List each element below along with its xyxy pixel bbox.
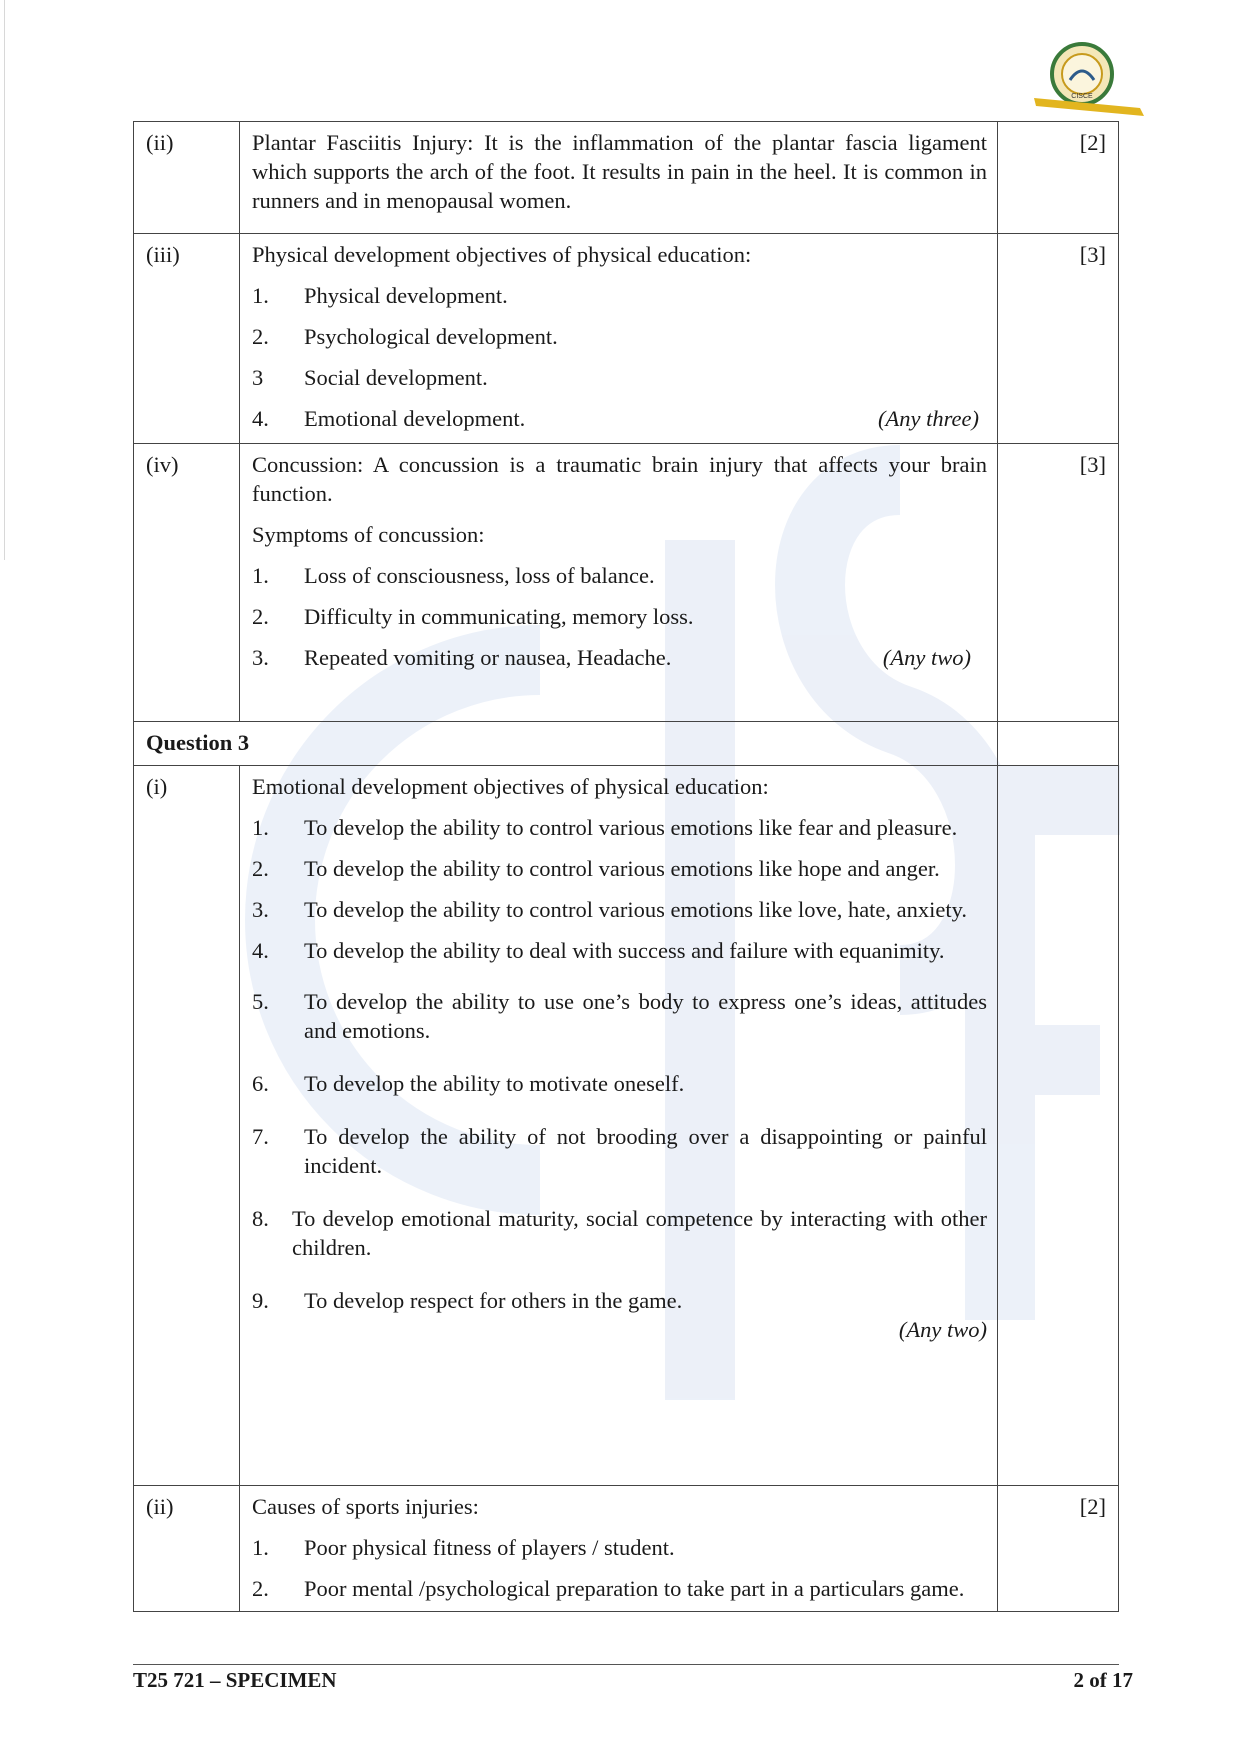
table-row	[134, 234, 1119, 444]
marks-cell	[998, 444, 1119, 722]
table-row	[134, 722, 1119, 766]
marks-value: [2]	[1079, 1494, 1106, 1519]
answer-table	[133, 121, 1119, 1612]
footer-rule	[133, 1664, 1119, 1665]
answer-cell	[240, 234, 998, 444]
marks-value: [2]	[1079, 130, 1106, 155]
part-label: (iii)	[134, 234, 240, 444]
list-item: 3. Repeated vomiting or nausea, Headache. (Any two)	[252, 643, 987, 672]
any-note: (Any two)	[898, 1317, 987, 1342]
logo-text: CISCE	[1071, 93, 1093, 100]
part-label: (ii)	[134, 1486, 240, 1612]
answer-paragraph: Plantar Fasciitis Injury: It is the inflammation of the plantar fascia ligament which supports the arch of the foot. It results in pain in the heel. It is common in runners and in menopausal women.	[252, 130, 987, 213]
answer-cell	[240, 1486, 998, 1612]
answer-cell	[240, 122, 998, 234]
table-row	[134, 444, 1119, 722]
part-label: (i)	[134, 766, 240, 1486]
marks-cell	[998, 234, 1119, 444]
table-row	[134, 766, 1119, 1486]
list-item: 4. Emotional development. (Any three)	[252, 404, 987, 433]
list-item: 2. To develop the ability to control various emotions like hope and anger.	[252, 856, 940, 881]
answer-intro: Emotional development objectives of physical education:	[252, 774, 769, 799]
marks-cell	[998, 1486, 1119, 1612]
list-item: 2. Poor mental /psychological preparation to take part in a particulars game.	[252, 1576, 965, 1601]
marks-cell	[998, 722, 1119, 766]
any-note: (Any two)	[882, 645, 971, 670]
answer-cell	[240, 444, 998, 722]
table-row	[134, 1486, 1119, 1612]
list-item: 6. To develop the ability to motivate oneself.	[252, 1071, 685, 1096]
page-number: 2 of 17	[1073, 1668, 1133, 1692]
answer-list	[252, 281, 987, 433]
part-label: (iv)	[134, 444, 240, 722]
answer-list	[252, 1533, 987, 1603]
answer-intro: Physical development objectives of physical education:	[252, 242, 752, 267]
list-item: 1. Poor physical fitness of players / student.	[252, 1535, 675, 1560]
list-item: 7. To develop the ability of not brooding over a disappointing or painful incident.	[252, 1124, 987, 1178]
any-note: (Any three)	[878, 406, 979, 431]
answer-list	[252, 561, 987, 672]
marks-cell	[998, 122, 1119, 234]
scan-margin-line	[4, 0, 5, 560]
list-item: 1. Loss of consciousness, loss of balance.	[252, 563, 655, 588]
list-item: 9. To develop respect for others in the game.	[252, 1288, 683, 1313]
table-row	[134, 122, 1119, 234]
paper-code: T25 721 – SPECIMEN	[133, 1668, 337, 1692]
list-item: 8. To develop emotional maturity, social competence by interacting with other children.	[252, 1206, 987, 1260]
list-item: 1. Physical development.	[252, 283, 508, 308]
question-heading: Question 3	[134, 722, 998, 766]
list-item: 1. To develop the ability to control various emotions like fear and pleasure.	[252, 815, 958, 840]
marks-value: [3]	[1079, 242, 1106, 267]
list-item: 2. Difficulty in communicating, memory loss.	[252, 604, 694, 629]
cisce-logo-icon	[1030, 36, 1148, 118]
marks-value: [3]	[1079, 452, 1106, 477]
answer-intro: Symptoms of concussion:	[252, 522, 485, 547]
list-item: 3 Social development.	[252, 365, 488, 390]
list-item: 2. Psychological development.	[252, 324, 558, 349]
answer-list	[252, 813, 987, 1315]
list-item: 4. To develop the ability to deal with success and failure with equanimity.	[252, 938, 945, 963]
answer-paragraph: Concussion: A concussion is a traumatic brain injury that affects your brain function.	[252, 452, 987, 506]
marks-cell	[998, 766, 1119, 1486]
list-item: 5. To develop the ability to use one’s body to express one’s ideas, attitudes and emotions.	[252, 989, 987, 1043]
answer-intro: Causes of sports injuries:	[252, 1494, 479, 1519]
answer-cell	[240, 766, 998, 1486]
list-item: 3. To develop the ability to control various emotions like love, hate, anxiety.	[252, 897, 968, 922]
part-label: (ii)	[134, 122, 240, 234]
